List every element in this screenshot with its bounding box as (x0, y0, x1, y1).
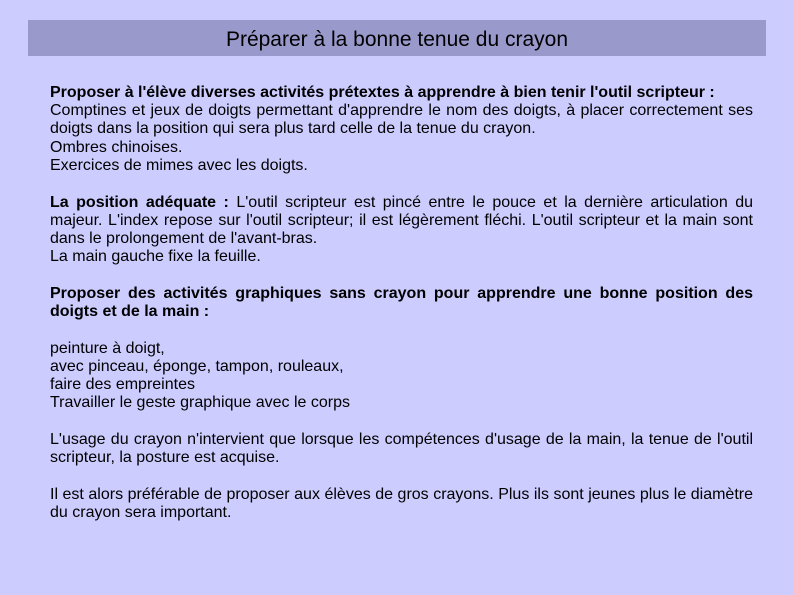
paragraph-text: Comptines et jeux de doigts permettant d'apprendre le nom des doigts, à placer correctement ses doigts dans la position qui sera plus tard celle de la tenue du crayon. (50, 102, 753, 138)
paragraph-pencil-usage (50, 431, 753, 467)
paragraph-text: L'usage du crayon n'intervient que lorsque les compétences d'usage de la main, la tenue de l'outil scripteur, la posture est acquise. (50, 431, 753, 467)
slide-body (50, 84, 753, 541)
paragraph-activities (50, 84, 753, 175)
paragraph-big-pencils (50, 486, 753, 522)
paragraph-heading: La position adéquate : (50, 193, 229, 211)
paragraph-text: L'outil scripteur est pincé entre le pouce et la dernière articulation du majeur. L'index repose sur l'outil scripteur; il est légèrement fléchi. L'outil scripteur et la main sont dans le prolongement de l'avant-bras. (50, 193, 753, 247)
slide-title: Préparer à la bonne tenue du crayon (225, 27, 569, 51)
paragraph-position (50, 194, 753, 267)
paragraph-activity-list (50, 340, 753, 413)
paragraph-text: La main gauche fixe la feuille. (50, 248, 261, 266)
paragraph-graphic-activities (50, 285, 753, 321)
paragraph-heading: Proposer à l'élève diverses activités prétextes à apprendre à bien tenir l'outil scripteur : (50, 84, 715, 101)
paragraph-text: Exercices de mimes avec les doigts. (50, 156, 308, 174)
paragraph-heading: Proposer des activités graphiques sans crayon pour apprendre une bonne position des doigts et de la main : (50, 284, 753, 321)
list-item: avec pinceau, éponge, tampon, rouleaux, (50, 357, 344, 375)
title-bar (28, 20, 766, 56)
list-item: peinture à doigt, (50, 339, 165, 357)
list-item: Travailler le geste graphique avec le corps (50, 394, 351, 412)
paragraph-text: Il est alors préférable de proposer aux élèves de gros crayons. Plus ils sont jeunes plus le diamètre du crayon sera important. (50, 485, 753, 522)
list-item: faire des empreintes (50, 376, 195, 394)
paragraph-text: Ombres chinoises. (50, 138, 183, 156)
